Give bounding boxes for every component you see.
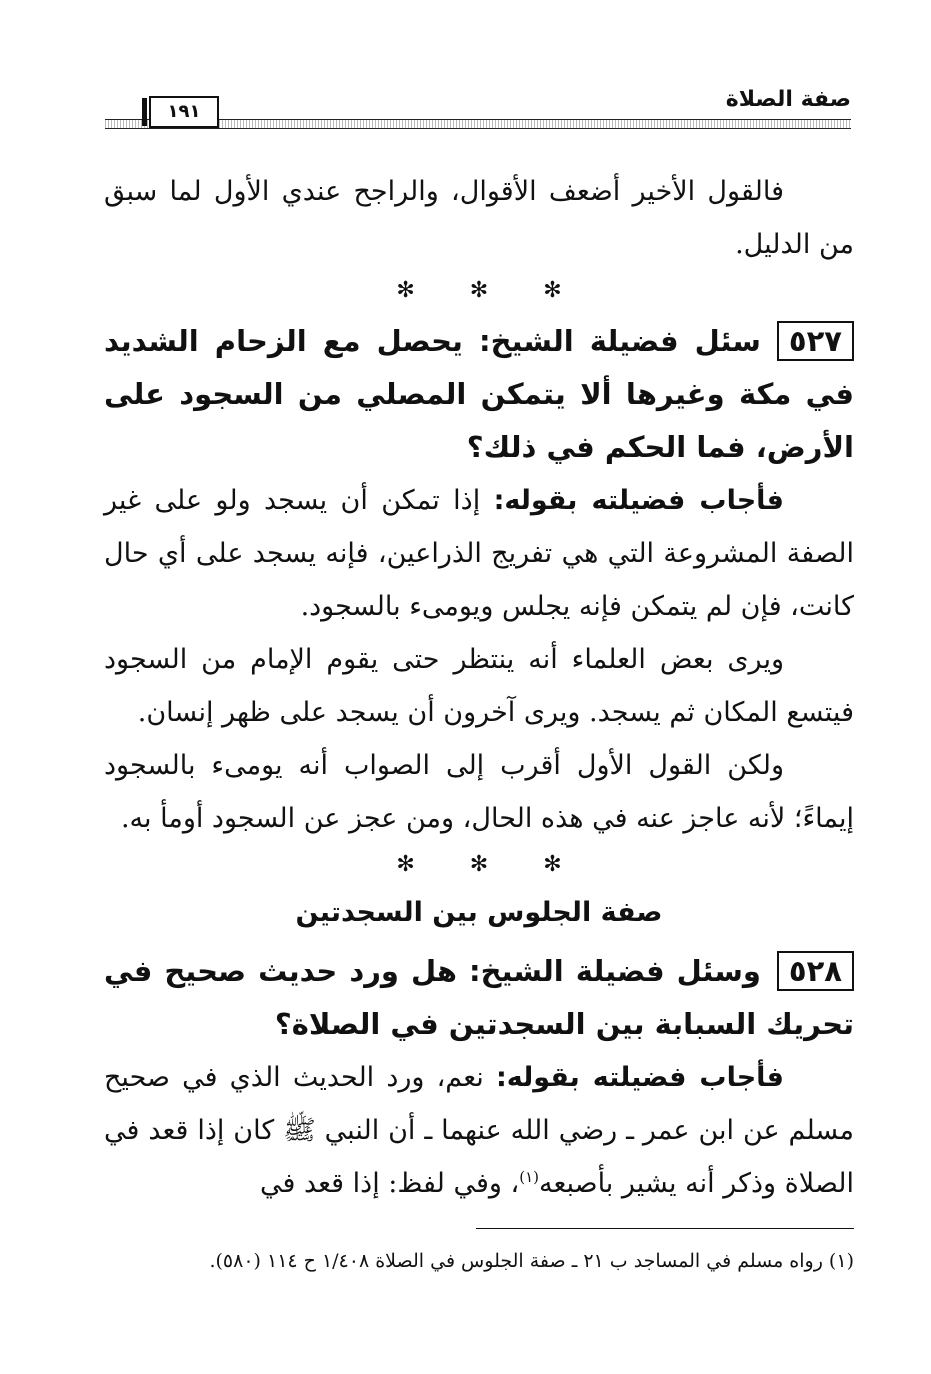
page-number: ١٩١ [149,96,219,128]
main-content [104,165,854,1210]
answer-527-p3: ولكن القول الأول أقرب إلى الصواب أنه يومىء بالسجود إيماءً؛ لأنه عاجز عنه في هذه الحال، ومن عجز عن السجود أومأ به. [104,750,854,834]
running-header [105,86,851,132]
header-title: صفة الصلاة [725,87,851,112]
answer-527-p2: ويرى بعض العلماء أنه ينتظر حتى يقوم الإمام من السجود فيتسع المكان ثم يسجد. ويرى آخرون أن يسجد على ظهر إنسان. [104,644,854,728]
footnote-rule [476,1228,854,1229]
answer-528 [104,1051,854,1210]
star-glyph: ✻ [543,278,562,303]
footnote-marker: (١) [519,1168,539,1186]
question-527-text: سئل فضيلة الشيخ: يحصل مع الزحام الشديد في مكة وغيرها ألا يتمكن المصلي من السجود على الأرض، فما الحكم في ذلك؟ [104,324,854,464]
question-527 [104,315,854,474]
question-number-528: ٥٢٨ [777,951,854,991]
star-glyph: ✻ [543,852,562,877]
question-number-527: ٥٢٧ [777,321,854,361]
separator-1 [104,271,854,311]
footnote: (١) رواه مسلم في المساجد ب ٢١ ـ صفة الجلوس في الصلاة ١/٤٠٨ ح ١١٤ (٥٨٠). [209,1250,854,1272]
star-glyph: ✻ [396,852,415,877]
question-528-text: وسئل فضيلة الشيخ: هل ورد حديث صحيح في تحريك السبابة بين السجدتين في الصلاة؟ [104,954,854,1041]
question-528 [104,945,854,1051]
answer-lead-528: فأجاب فضيلته بقوله: [495,1062,784,1093]
star-glyph: ✻ [396,278,415,303]
answer-528-tail: ، وفي لفظ: إذا قعد في [259,1168,520,1199]
answer-528-text: نعم، ورد الحديث الذي في صحيح مسلم عن ابن عمر ـ رضي الله عنهما ـ أن النبي ﷺ كان إذا قعد في الصلاة وذكر أنه يشير بأصبعه [104,1062,854,1199]
section-heading: صفة الجلوس بين السجدتين [295,897,663,928]
separator-2 [104,845,854,885]
answer-527-p1 [104,474,854,633]
answer-lead-527: فأجاب فضيلته بقوله: [493,485,784,516]
answer-527-p1-text: إذا تمكن أن يسجد ولو على غير الصفة المشروعة التي هي تفريج الذراعين، فإنه يسجد على أي حال كانت، فإن لم يتمكن فإنه يجلس ويومىء بالسجود. [104,485,854,622]
intro-paragraph: فالقول الأخير أضعف الأقوال، والراجح عندي الأول لما سبق من الدليل. [104,176,854,260]
star-glyph: ✻ [469,278,489,303]
star-glyph: ✻ [469,852,489,877]
